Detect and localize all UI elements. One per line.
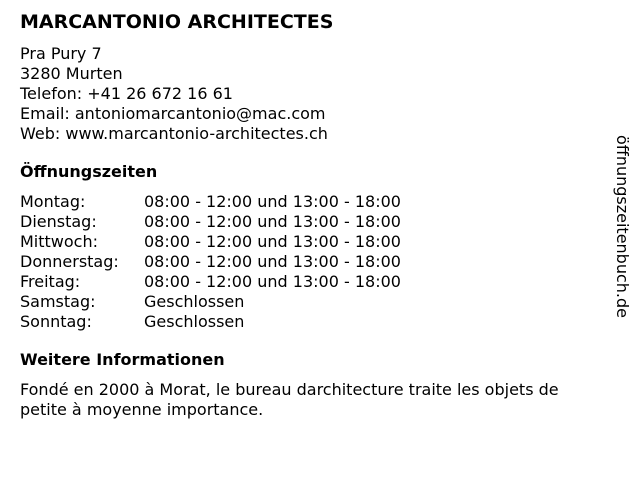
hours-row-monday [20,192,610,212]
day-label: Dienstag: [20,212,97,231]
day-hours: 08:00 - 12:00 und 13:00 - 18:00 [144,212,401,231]
hours-row-sunday [20,312,610,332]
business-name: MARCANTONIO ARCHITECTES [20,11,334,33]
website: Web: www.marcantonio-architectes.ch [20,124,328,143]
hours-row-saturday [20,292,610,312]
phone: Telefon: +41 26 672 16 61 [20,84,233,103]
opening-hours-heading: Öffnungszeiten [20,162,158,181]
day-hours: Geschlossen [144,312,245,331]
opening-hours-list [20,192,610,332]
street-address: Pra Pury 7 [20,44,102,63]
day-hours: Geschlossen [144,292,245,311]
brand-watermark: öffnungszeitenbuch.de [613,135,632,318]
email: Email: antoniomarcantonio@mac.com [20,104,326,123]
more-info-text: Fondé en 2000 à Morat, le bureau darchitecture traite les objets de petite à moyenne importance. [20,380,559,419]
day-hours: 08:00 - 12:00 und 13:00 - 18:00 [144,252,401,271]
more-info-heading: Weitere Informationen [20,350,225,369]
day-label: Freitag: [20,272,81,291]
hours-row-friday [20,272,610,292]
day-label: Montag: [20,192,86,211]
day-hours: 08:00 - 12:00 und 13:00 - 18:00 [144,272,401,291]
day-label: Mittwoch: [20,232,98,251]
day-label: Sonntag: [20,312,92,331]
day-label: Donnerstag: [20,252,119,271]
city: 3280 Murten [20,64,123,83]
hours-row-wednesday [20,232,610,252]
hours-row-thursday [20,252,610,272]
hours-row-tuesday [20,212,610,232]
day-hours: 08:00 - 12:00 und 13:00 - 18:00 [144,192,401,211]
day-hours: 08:00 - 12:00 und 13:00 - 18:00 [144,232,401,251]
day-label: Samstag: [20,292,96,311]
business-card [20,10,610,420]
